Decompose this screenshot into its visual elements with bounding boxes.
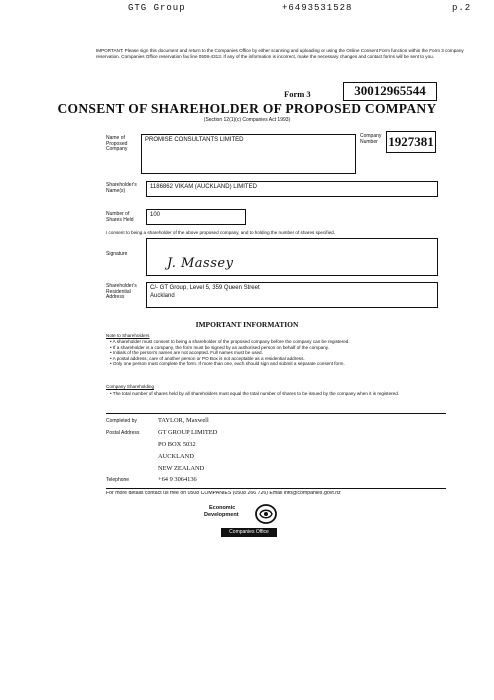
address-line1: C/- GT Group, Level 5, 359 Queen Street: [150, 285, 260, 291]
note-item: • A shareholder must consent to being a shareholder of the proposed company before the company can be registered.: [110, 339, 350, 344]
signature-value: J. Massey: [167, 256, 234, 271]
important-notice: IMPORTANT: Please sign this document and return to the Companies Office by either scanning and uploading or using the Online Consent Form function within the Form 3 company reservation. Companies Office reservation fax line 0508-4313. If any of the information is incorrect, make the necessary changes and contact forms will be sent to you.: [96, 48, 464, 59]
company-number: 1927381: [388, 134, 434, 149]
completed-by-label: Completed by: [106, 418, 137, 424]
postal-line: AUCKLAND: [158, 453, 194, 460]
fax-page: p.2: [452, 3, 472, 13]
form-number-box: [343, 82, 437, 101]
company-name-label: Name of Proposed Company: [106, 135, 128, 152]
company-name-field[interactable]: [141, 134, 356, 174]
page-title: CONSENT OF SHAREHOLDER OF PROPOSED COMPANY: [57, 101, 437, 116]
shareholding-heading: Company Shareholding: [106, 384, 155, 389]
shareholder-name-field[interactable]: [146, 181, 438, 197]
info-heading: IMPORTANT INFORMATION: [195, 320, 299, 329]
postal-line: NEW ZEALAND: [158, 465, 205, 472]
company-number-box: [386, 131, 436, 153]
completed-by-name: TAYLOR, Maxwell: [158, 417, 209, 424]
note-item: • A postal address, care of another person or PO Box is not acceptable as a residential address.: [110, 355, 305, 361]
shares-label: Number of Shares Held: [106, 211, 134, 223]
address-label: Shareholder's Residential Address: [106, 283, 137, 300]
consent-text: I consent to being a shareholder of the above proposed company, and to holding the number of shares specified.: [106, 230, 335, 235]
shares-field[interactable]: [146, 209, 246, 225]
notes-list: [110, 339, 455, 367]
shareholder-name-label: Shareholder's Name(s): [106, 182, 137, 194]
note-item: • Only one person must complete the form. If more than one, each should sign and submit a separate consent form.: [110, 361, 345, 367]
ministry-logo: [199, 502, 299, 542]
address-field[interactable]: [146, 282, 438, 308]
telephone-value: +64 9 3064136: [158, 476, 197, 483]
form-label: Form 3: [284, 89, 311, 99]
telephone-label: Telephone: [106, 477, 130, 483]
divider: [106, 413, 446, 414]
postal-line: PO BOX 5032: [158, 441, 196, 448]
fax-sender: GTG Group: [128, 3, 186, 13]
note-item: • If a shareholder is a company, the form must be signed by an authorised person on behalf of the company.: [110, 344, 330, 350]
divider: [106, 488, 446, 489]
note-item: • Initials of the person's names are not accepted. Full names must be used.: [110, 350, 263, 356]
postal-line: GT GROUP LIMITED: [158, 429, 218, 436]
logo-line1: Economic: [209, 505, 236, 511]
logo-line2: Development: [204, 512, 239, 518]
signature-field[interactable]: [146, 238, 438, 276]
footer-contact: For more details contact us free on 0508 COMPANIES (0508 266 726) Email info@companies.govt.nz: [106, 491, 341, 496]
form-number: 30012965544: [354, 83, 426, 98]
company-name-value: PROMISE CONSULTANTS LIMITED: [145, 137, 244, 143]
signature-label: Signature: [106, 251, 128, 257]
note-heading: Note to Shareholders: [106, 333, 150, 338]
company-number-label: Company Number: [360, 133, 382, 145]
postal-address-label: Postal Address: [106, 430, 140, 436]
page-subtitle: (Section 12(1)(c) Companies Act 1993): [203, 117, 291, 123]
address-line2: Auckland: [150, 293, 175, 299]
logo-band: Companies Office: [221, 528, 277, 537]
shareholding-text: • The total number of shares held by all shareholders must equal the total number of shares to be issued by the company when it is registered.: [110, 391, 400, 396]
shareholder-name-value: 1186862 VIKAM (AUCKLAND) LIMITED: [150, 184, 257, 190]
shares-value: 100: [150, 212, 161, 218]
emblem-icon: [255, 504, 277, 524]
fax-number: +6493531528: [282, 3, 353, 13]
